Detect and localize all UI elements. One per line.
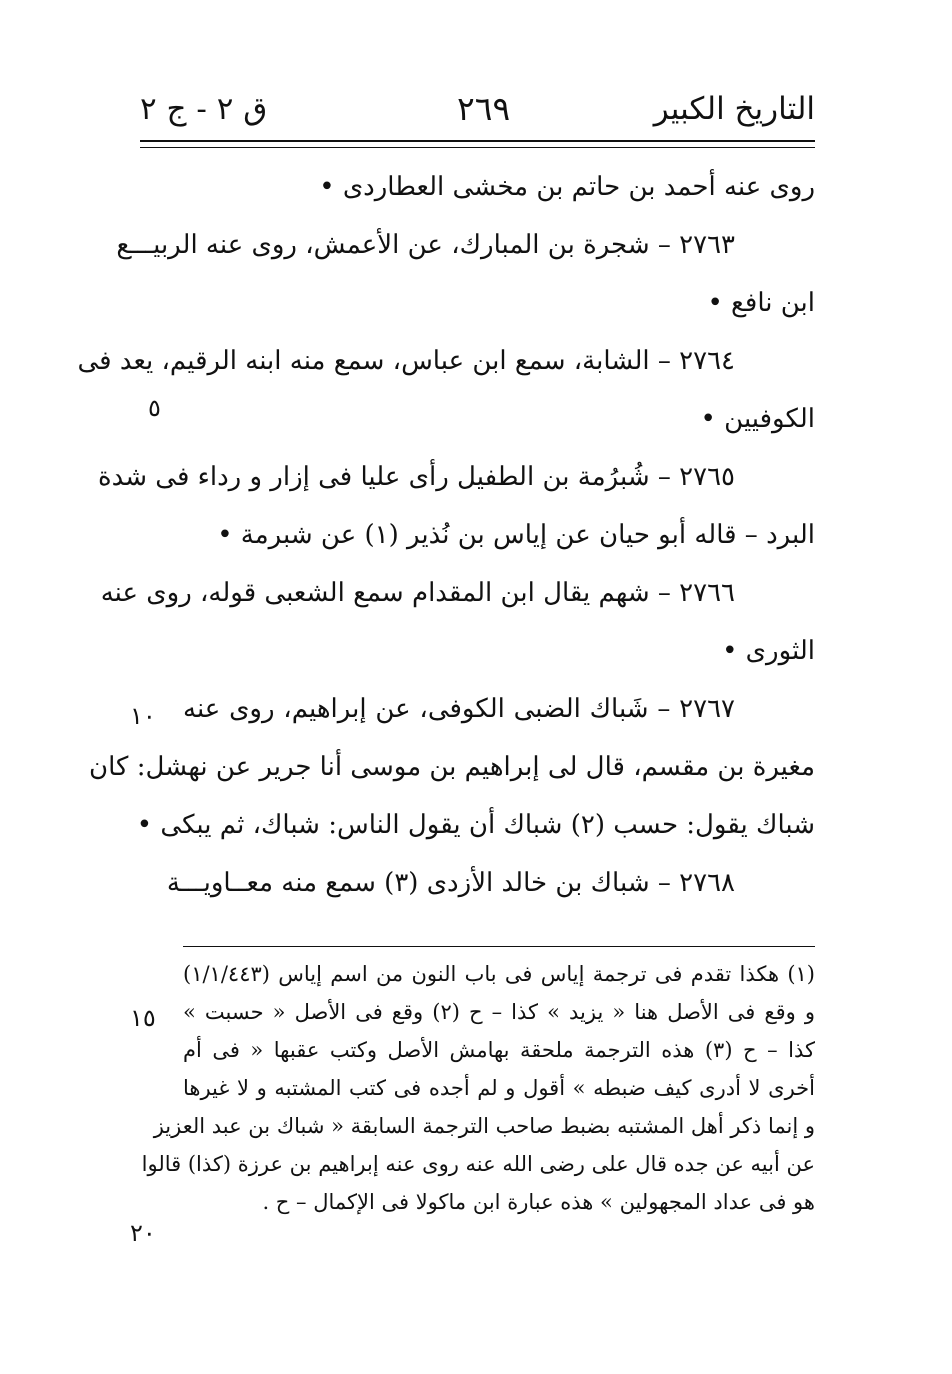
footnote-line: عن أبيه عن جده قال على رضى الله عنه روى عنه إبراهيم بن عرزة (كذا) قالوا [141,1152,815,1176]
text-line: روى عنه أحمد بن حاتم بن مخشى العطاردى • [319,172,815,202]
footnote-line: و وقع فى الأصل هنا « يزيد » كذا – ح (٢) وقع فى الأصل « حسبت » [183,1000,815,1024]
line-marker-20: ٢٠ [130,1219,156,1247]
entry-line-2765: ٢٧٦٥ – شُبرُمة بن الطفيل رأى عليا فى إزار و رداء فى شدة [97,462,735,492]
entry-line-2763: ٢٧٦٣ – شجرة بن المبارك، عن الأعمش، روى عنه الربيـــع [116,230,735,260]
text-line: مغيرة بن مقسم، قال لى إبراهيم بن موسى أنا جرير عن نهشل: كان [89,752,815,782]
text-line: البرد – قاله أبو حيان عن إياس بن نُذير (١) عن شبرمة • [217,520,815,550]
volume-reference: ق ٢ - ج ٢ [140,91,268,127]
running-header [140,86,815,136]
entry-line-2768: ٢٧٦٨ – شباك بن خالد الأزدى (٣) سمع منه معــاويـــة [166,868,735,898]
footnote-line: كذا – ح (٣) هذه الترجمة ملحقة بهامش الأصل وكتب عقبها « فى أم [183,1038,815,1062]
footnote-separator [183,946,815,947]
line-marker-10: ١٠ [130,702,156,730]
footnote-line: و إنما ذكر أهل المشتبه بضبط صاحب الترجمة السابقة « شباك بن عبد العزيز [153,1114,815,1138]
footnote-line: (١) هكذا تقدم فى ترجمة إياس فى باب النون من اسم إياس (١/١/٤٤٣) [183,962,815,986]
entry-line-2766: ٢٧٦٦ – شهم يقال ابن المقدام سمع الشعبى قوله، روى عنه [100,578,735,608]
entry-line-2764: ٢٧٦٤ – الشابة، سمع ابن عباس، سمع منه ابنه الرقيم، يعد فى [77,346,735,376]
text-line: الكوفيين • [700,404,815,434]
text-line: الثورى • [722,636,815,666]
entry-line-2767: ٢٧٦٧ – شَباك الضبى الكوفى، عن إبراهيم، روى عنه [183,694,735,724]
line-marker-5: ٥ [148,394,161,422]
page-number: ٢٦٩ [457,89,511,128]
text-line: ابن نافع • [707,288,815,318]
header-rule-thin [140,147,815,148]
line-marker-15: ١٥ [130,1004,156,1032]
footnote-line: هو فى عداد المجهولين » هذه عبارة ابن ماكولا فى الإكمال – ح . [262,1190,815,1214]
footnote-line: أخرى لا أدرى كيف ضبطه » أقول و لم أجده فى كتب المشتبه و لا غيرها [183,1076,815,1100]
text-line: شباك يقول: حسب (٢) شباك أن يقول الناس: شباك، ثم يبكى • [136,810,815,840]
book-title: التاريخ الكبير [653,91,815,127]
header-rule-thick [140,140,815,142]
